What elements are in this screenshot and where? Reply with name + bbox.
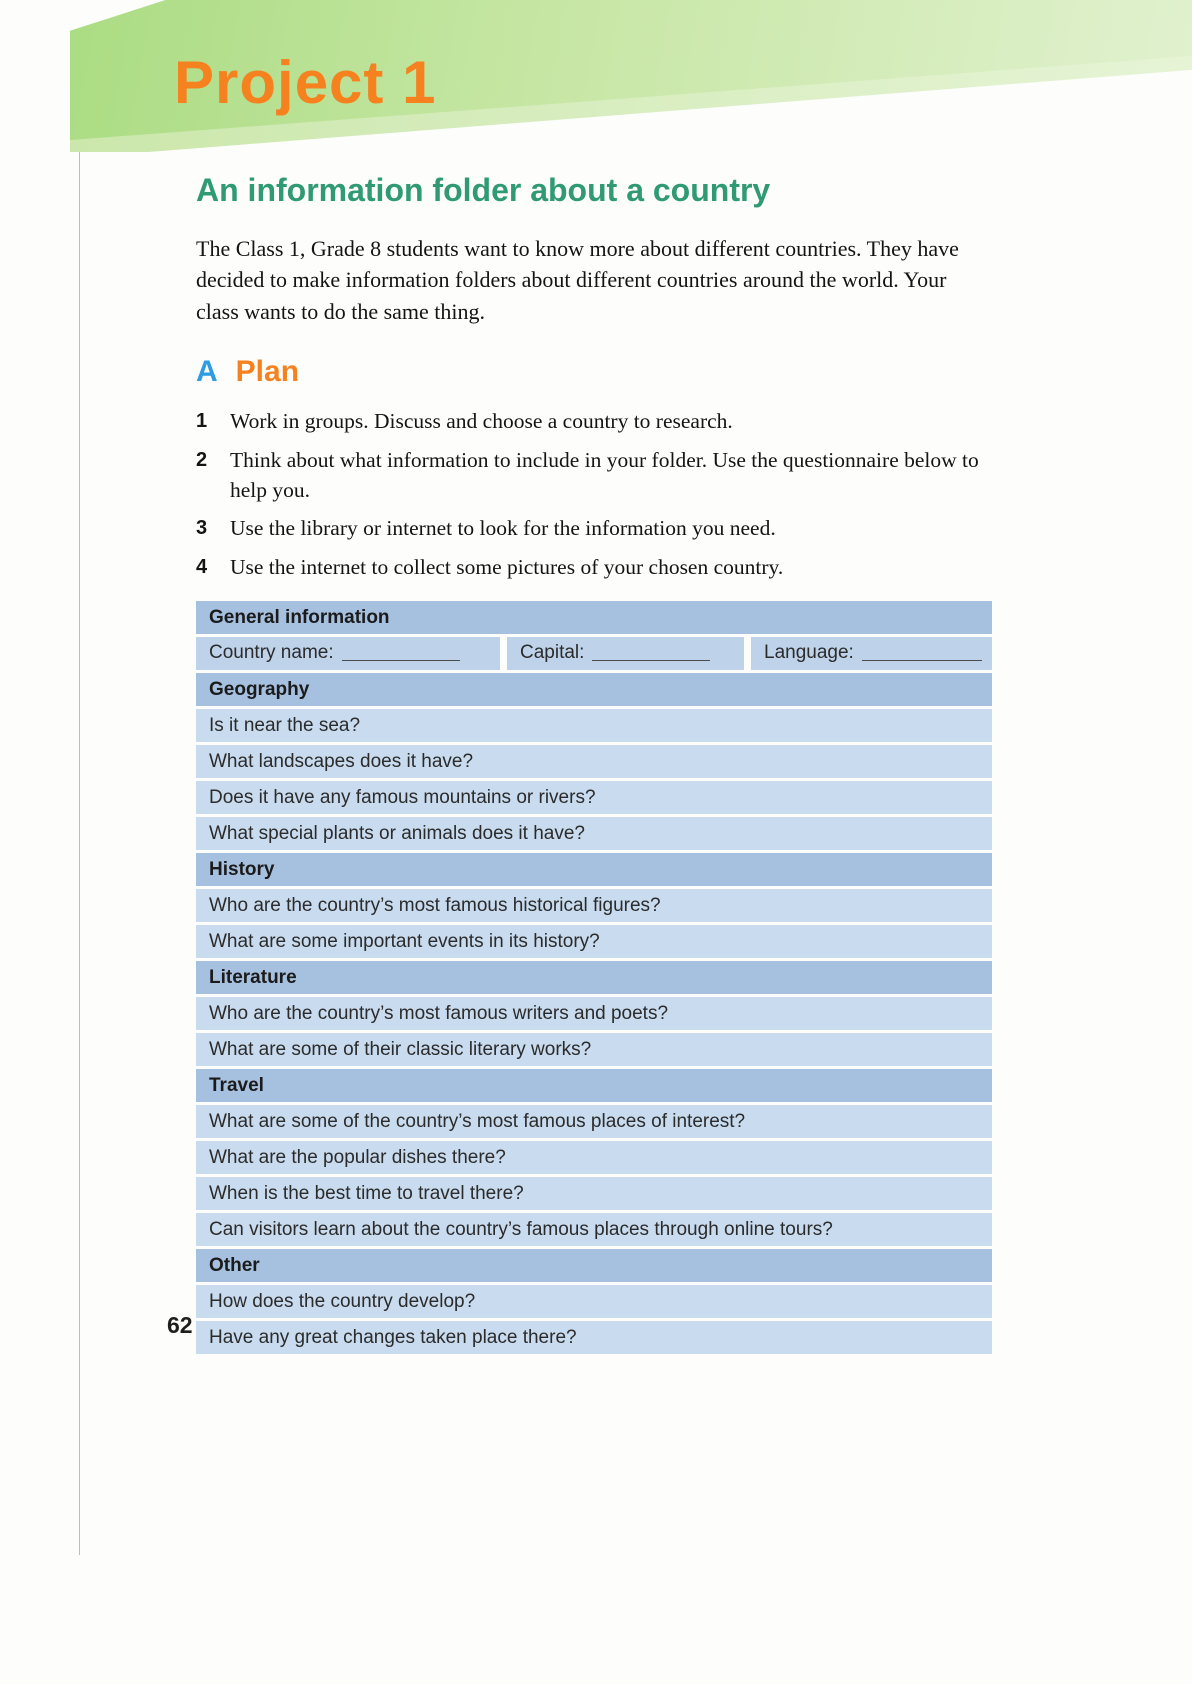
plan-step-text: Think about what information to include in your folder. Use the questionnaire below to help you. [230, 448, 979, 502]
language-blank [862, 646, 982, 661]
plan-step-text: Work in groups. Discuss and choose a country to research. [230, 409, 733, 434]
questionnaire-question-row: When is the best time to travel there? [196, 1177, 992, 1210]
questionnaire-question-row: What special plants or animals does it have? [196, 817, 992, 850]
questionnaire-question-row: Does it have any famous mountains or rivers? [196, 781, 992, 814]
plan-step-text: Use the internet to collect some pictures of your chosen country. [230, 554, 784, 579]
questionnaire-section-header: Travel [196, 1069, 992, 1102]
plan-step-number: 1 [196, 410, 208, 433]
questionnaire-question-row: What are the popular dishes there? [196, 1141, 992, 1174]
plan-step-number: 4 [196, 555, 208, 578]
language-field [751, 637, 992, 670]
questionnaire-question-row: Who are the country’s most famous writers and poets? [196, 997, 992, 1030]
page-title: An information folder about a country [196, 172, 771, 208]
intro-paragraph: The Class 1, Grade 8 students want to know more about different countries. They have decided to make information folders about different countries around the world. Your class wants to do the same thing. [196, 236, 959, 324]
country-name-label: Country name: [209, 642, 334, 664]
plan-section-letter: A [196, 355, 218, 389]
plan-step [196, 553, 992, 583]
questionnaire-sections [196, 673, 992, 1354]
capital-label: Capital: [520, 642, 585, 664]
project-title: Project 1 [174, 49, 437, 116]
page-number: 62 [167, 1312, 193, 1338]
questionnaire-question-row: What are some important events in its history? [196, 925, 992, 958]
plan-step-number: 2 [196, 449, 208, 472]
plan-step [196, 446, 992, 505]
plan-heading [196, 355, 992, 389]
questionnaire-question-row: Can visitors learn about the country’s famous places through online tours? [196, 1213, 992, 1246]
questionnaire-fields-row [196, 637, 992, 670]
content-column [196, 172, 992, 1357]
header-banner [0, 0, 1192, 160]
questionnaire-question-row: What are some of their classic literary works? [196, 1033, 992, 1066]
capital-field [507, 637, 744, 670]
questionnaire-question-row: Have any great changes taken place there? [196, 1321, 992, 1354]
language-label: Language: [764, 642, 854, 664]
questionnaire-section-header: History [196, 853, 992, 886]
questionnaire-section-header: Geography [196, 673, 992, 706]
questionnaire-question-row: Who are the country’s most famous historical figures? [196, 889, 992, 922]
questionnaire-question-row: What are some of the country’s most famous places of interest? [196, 1105, 992, 1138]
plan-steps-list [196, 407, 992, 582]
plan-step [196, 514, 992, 544]
questionnaire-section-header-general: General information [196, 601, 992, 634]
plan-step [196, 407, 992, 437]
questionnaire-question-row: How does the country develop? [196, 1285, 992, 1318]
questionnaire-section-header: Other [196, 1249, 992, 1282]
questionnaire-question-row: Is it near the sea? [196, 709, 992, 742]
country-name-field [196, 637, 500, 670]
questionnaire-question-row: What landscapes does it have? [196, 745, 992, 778]
plan-step-number: 3 [196, 517, 208, 540]
page-margin-rule [79, 125, 80, 1555]
questionnaire-section-header: Literature [196, 961, 992, 994]
country-name-blank [342, 646, 460, 661]
capital-blank [592, 646, 710, 661]
questionnaire-table [196, 601, 992, 1354]
plan-section-label: Plan [235, 355, 300, 389]
plan-step-text: Use the library or internet to look for the information you need. [230, 516, 776, 541]
